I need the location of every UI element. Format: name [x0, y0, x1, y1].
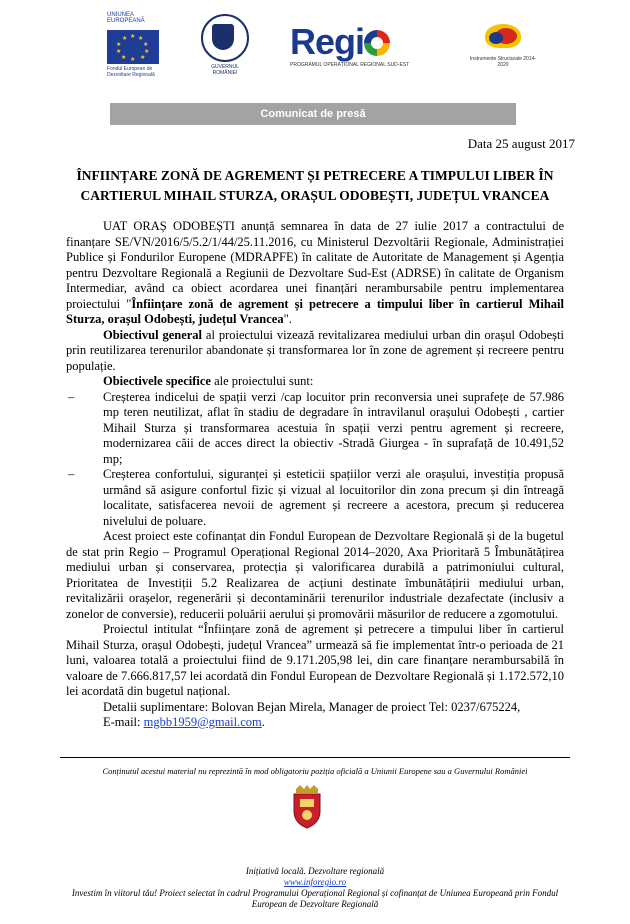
paragraph-general-objective — [66, 328, 564, 375]
government-logo — [200, 14, 250, 76]
specific-objectives-label: Obiectivele specifice — [103, 374, 211, 388]
email-link[interactable]: mgbb1959@gmail.com — [143, 715, 262, 729]
regio-logo — [290, 21, 430, 68]
structural-instruments-icon — [481, 16, 525, 56]
specific-objectives-text: ale proiectului sunt: — [210, 374, 314, 388]
email-end: . — [261, 715, 265, 729]
regio-subtitle: PROGRAMUL OPERAȚIONAL REGIONAL SUD-EST — [290, 62, 410, 68]
dash-bullet: – — [68, 467, 75, 481]
press-release-banner: Comunicat de presă — [110, 103, 516, 125]
paragraph-intro — [66, 219, 564, 328]
dash-bullet: – — [68, 389, 75, 404]
paragraph-specific-objectives — [66, 374, 564, 390]
general-objective-text: al proiectului vizează revitalizarea mediului urban din orașul Odobești prin reutilizarea terenurilor abandonate și transformarea lor în zone de agrement și recreere pentru populație. — [66, 327, 564, 373]
email-label: E-mail: — [103, 715, 144, 729]
list-item-text: Creșterea indicelui de spații verzi /cap locuitor prin reconversia unei suprafețe de 57.986 mp teren neutilizat, aflat în stadiu de degradare în intravilanul orașului Odobești , cartier Mihail Sturza și transformarea acestuia în spații verzi pentru agrement și recreere, modernizarea căii de acces direct la obiectiv -Stradă Giurgea - în suprafață de 10.491,52 mp; — [103, 389, 564, 466]
government-label: GUVERNUL ROMÂNIEI — [211, 64, 239, 76]
regio-word: Regi — [290, 21, 365, 62]
footer-tagline: Inițiativă locală. Dezvoltare regională — [245, 866, 385, 876]
structural-instruments-logo — [468, 16, 538, 68]
title-line-1: ÎNFIINȚARE ZONĂ DE AGREMENT ȘI PETRECERE A TIMPULUI LIBER ÎN — [76, 168, 554, 183]
list-item-text: Creșterea confortului, siguranței și esteticii spațiilor verzi ale orașului, investiția propusă urmând să asigure confortul fizic și vizual al locuitorilor din zona precum și din întreagă localitate, satisfacerea nevoii de agrement și recreere a acestora, precum și reducerea nivelului de poluare. — [103, 467, 564, 528]
email-line — [66, 715, 564, 731]
general-objective-label: Obiectivul general — [103, 327, 203, 342]
intro-end: ". — [283, 312, 292, 326]
footer-website-link[interactable]: www.inforegio.ro — [283, 877, 347, 887]
eu-logo-subtitle: Fondul European de Dezvoltare Regională — [107, 66, 155, 78]
odobesti-coat-of-arms-icon — [290, 785, 324, 829]
page-title — [60, 166, 570, 206]
regio-o-icon — [364, 30, 390, 56]
eu-logo — [98, 12, 168, 78]
release-date: Data 25 august 2017 — [467, 136, 575, 151]
title-line-2: CARTIERUL MIHAIL STURZA, ORAȘUL ODOBEȘTI, JUDEȚUL VRANCEA — [80, 188, 550, 203]
list-item — [66, 390, 564, 468]
paragraph-project-details: Proiectul intitulat “Înființare zonă de agrement și petrecere a timpului liber în cartierul Mihail Sturza, orașul Odobești, județul Vrancea” urmează să fie implementat într-o perioada de 21 luni, valoarea totală a proiectului fiind de 9.171.205,98 lei, din care finanțare nerambursabilă în valoare de 7.666.817,57 lei acordată din Fondul European de Dezvoltare Regională și 1.172.572,10 lei acordată din bugetul național. — [66, 622, 564, 698]
eu-flag-icon: ★ ★ ★ ★ ★ ★ ★ ★ ★ ★ — [107, 30, 159, 64]
intro-text: UAT ORAȘ ODOBEȘTI anunță semnarea în data de 27 iulie 2017 a contractului de finanțare SE/VN/2016/5/5.2/1/44/25.11.2016, cu Ministerul Dezvoltării Regionale, Administrației Publice și Fondurilor Europene (MDRAPFE) în calitate de Autoritate de Management și Agenția pentru Dezvoltare Regională a Regiunii de Dezvoltare Sud-Est (ADRSE) în calitate de Organism Intermediar, având ca obiect acordarea unei finanțări nerambursabile pentru implementarea proiectului " — [66, 219, 564, 311]
paragraph-funding: Acest proiect este cofinanțat din Fondul European de Dezvoltare Regională și de la bugetul de stat prin Regio – Programul Operațional Regional 2014–2020, Axa Prioritară 5 Îmbunătățirea mediului urban și conservarea, protecția și valorificarea durabilă a patrimoniului cultural, Prioritatea de Investiții 5.2 Realizarea de acțiuni destinate îmbunătățirii mediului urban, revitalizării orașelor, regenerării și decontaminării terenurilor industriale dezafectate (inclusiv a zonelor de conversie), reducerii poluării aerului și promovării măsurilor de reducere a zgomotului. — [66, 529, 564, 621]
disclaimer: Conținutul acestui material nu reprezintă în mod obligatoriu poziția oficială a Uniunii Europene sau a Guvernului României — [102, 766, 528, 776]
footer-divider — [60, 757, 570, 758]
contact-line: Detalii suplimentare: Bolovan Bejan Mirela, Manager de proiect Tel: 0237/675224, — [103, 699, 521, 714]
structural-instruments-label: Instrumente Structurale 2014-2020 — [469, 56, 537, 68]
header-logos — [0, 0, 630, 90]
list-item — [66, 467, 564, 529]
article-body — [66, 219, 564, 731]
government-seal-icon — [201, 14, 249, 62]
project-name: Înființare zonă de agrement și petrecere a timpului liber în cartierul Mihail Sturza, orașul Odobești, județul Vrancea — [66, 296, 564, 326]
footer-statement: Investim în viitorul tău! Proiect selectat în cadrul Programului Operațional Regional și cofinanțat de Uniunea Europeană prin Fondul European de Dezvoltare Regională — [71, 888, 559, 909]
eu-logo-title: UNIUNEA EUROPEANĂ — [107, 12, 145, 24]
footer — [60, 866, 570, 910]
